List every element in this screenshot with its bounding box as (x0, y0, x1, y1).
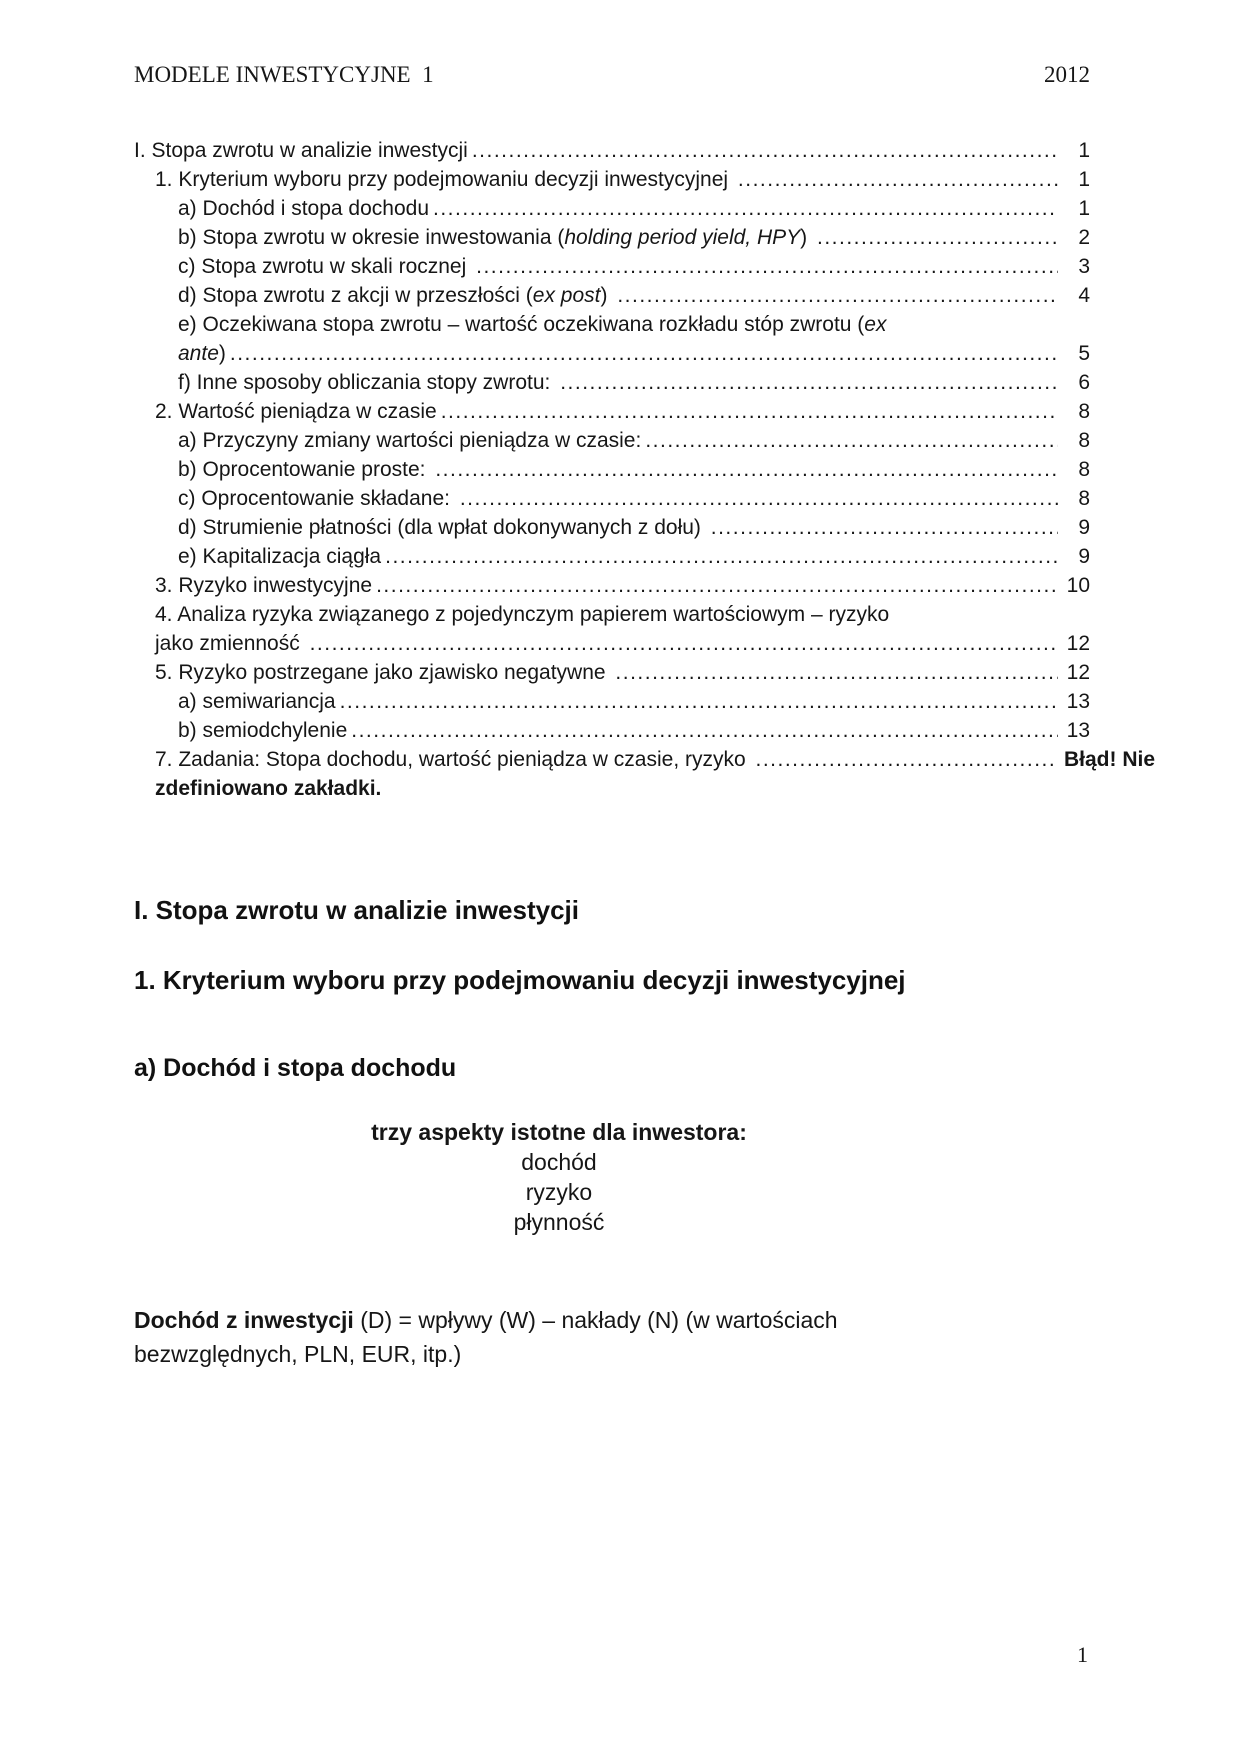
definition-term: Dochód z inwestycji (134, 1307, 354, 1333)
toc-page-number: 4 (1078, 284, 1090, 307)
dot-leader (560, 368, 1058, 397)
aspect-item: dochód (521, 1149, 597, 1175)
dot-leader (435, 455, 1058, 484)
toc-entry-text: b) semiodchylenie (178, 719, 348, 742)
toc-page-number: 3 (1078, 255, 1090, 278)
dot-leader (310, 629, 1058, 658)
toc-page-number: 5 (1078, 342, 1090, 365)
toc-entry-text: I. Stopa zwrotu w analizie inwestycji (134, 139, 468, 162)
header-year: 2012 (1044, 62, 1090, 87)
dot-leader (617, 281, 1058, 310)
dot-leader (817, 223, 1058, 252)
toc-entry-text: ante) (178, 342, 226, 365)
toc-entry-text: e) Kapitalizacja ciągła (178, 545, 382, 568)
dot-leader (756, 745, 1059, 774)
toc-entry-text: 7. Zadania: Stopa dochodu, wartość pieniądza w czasie, ryzyko (155, 748, 752, 771)
toc-entry-text: a) semiwariancja (178, 690, 336, 713)
toc-page-number: 1 (1078, 139, 1090, 162)
toc-entry-line (134, 571, 1090, 600)
dot-leader (472, 136, 1058, 165)
toc-page-number: 1 (1078, 197, 1090, 220)
toc-page-number: 8 (1078, 400, 1090, 423)
toc-entry-line (134, 687, 1090, 716)
page-number: 1 (1077, 1642, 1088, 1667)
toc-entry-line (134, 368, 1090, 397)
toc-page-number: 13 (1066, 690, 1090, 713)
toc-page-number: 8 (1078, 458, 1090, 481)
dot-leader (460, 484, 1058, 513)
income-definition (134, 1303, 984, 1371)
toc-page-number: 2 (1078, 226, 1090, 249)
dot-leader (711, 513, 1058, 542)
toc-entry-text: d) Stopa zwrotu z akcji w przeszłości (ex post) (178, 284, 614, 307)
toc-entry-line (134, 339, 1090, 368)
section-heading: I. Stopa zwrotu w analizie inwestycji (134, 895, 579, 925)
dot-leader (230, 339, 1058, 368)
toc-entry-line (134, 484, 1090, 513)
dot-leader (476, 252, 1058, 281)
toc-entry-line (134, 513, 1090, 542)
toc-entry-text: a) Dochód i stopa dochodu (178, 197, 430, 220)
toc-entry-line (134, 716, 1090, 745)
toc-page-number: Błąd! Nie (1064, 748, 1156, 771)
aspect-item: płynność (513, 1209, 605, 1235)
point-heading: a) Dochód i stopa dochodu (134, 1054, 457, 1082)
toc-entry-text: c) Stopa zwrotu w skali rocznej (178, 255, 473, 278)
dot-leader (738, 165, 1058, 194)
toc-entry-text: 1. Kryterium wyboru przy podejmowaniu decyzji inwestycyjnej (155, 168, 734, 191)
toc-entry-line (134, 281, 1090, 310)
toc-entry-line (134, 455, 1090, 484)
dot-leader (351, 716, 1058, 745)
toc-entry-line (134, 165, 1090, 194)
toc-entry-line (134, 136, 1090, 165)
toc-page-number: 6 (1078, 371, 1090, 394)
toc-entry-line (134, 774, 1090, 803)
toc-entry-line (134, 542, 1090, 571)
definition-rest: (D) = wpływy (W) – nakłady (N) (w wartościach bezwzględnych, PLN, EUR, itp.) (134, 1307, 838, 1367)
toc-page-number: 1 (1078, 168, 1090, 191)
dot-leader (385, 542, 1058, 571)
toc-entry-text: b) Oprocentowanie proste: (178, 458, 432, 481)
dot-leader (433, 194, 1058, 223)
toc-entry-text: f) Inne sposoby obliczania stopy zwrotu: (178, 371, 557, 394)
toc-entry-text: a) Przyczyny zmiany wartości pieniądza w czasie: (178, 429, 642, 452)
toc-entry-text: 5. Ryzyko postrzegane jako zjawisko negatywne (155, 661, 612, 684)
toc-entry-line (134, 658, 1090, 687)
toc-entry-line (134, 745, 1156, 774)
toc-page-number: 8 (1078, 429, 1090, 452)
toc-entry-line (134, 397, 1090, 426)
page-header (134, 62, 1090, 88)
toc-entry-text: 4. Analiza ryzyka związanego z pojedynczym papierem wartościowym – ryzyko (155, 603, 890, 626)
toc-entry-line (134, 426, 1090, 455)
dot-leader (340, 687, 1058, 716)
toc-entry-text: 3. Ryzyko inwestycyjne (155, 574, 373, 597)
toc-entry-line (134, 629, 1090, 658)
dot-leader (615, 658, 1058, 687)
toc-entry-line (134, 194, 1090, 223)
toc-entry-text: b) Stopa zwrotu w okresie inwestowania (holding period yield, HPY) (178, 226, 813, 249)
toc-entry-text: d) Strumienie płatności (dla wpłat dokonywanych z dołu) (178, 516, 707, 539)
toc-entry-line (134, 223, 1090, 252)
aspect-item: ryzyko (525, 1179, 593, 1205)
toc-entry-text: zdefiniowano zakładki. (155, 777, 382, 800)
toc-entry-text: 2. Wartość pieniądza w czasie (155, 400, 437, 423)
document-title: MODELE INWESTYCYJNE 1 (134, 62, 434, 87)
toc-page-number: 12 (1066, 661, 1090, 684)
toc-entry-text: e) Oczekiwana stopa zwrotu – wartość oczekiwana rozkładu stóp zwrotu (ex (178, 313, 887, 336)
dot-leader (645, 426, 1058, 455)
toc-page-number: 9 (1078, 545, 1090, 568)
toc (134, 136, 1156, 803)
aspects-block (134, 1117, 984, 1237)
toc-entry-line (134, 600, 1090, 629)
toc-entry-text: jako zmienność (155, 632, 306, 655)
toc-page-number: 13 (1066, 719, 1090, 742)
dot-leader (441, 397, 1058, 426)
toc-entry-line (134, 310, 1090, 339)
toc-page-number: 12 (1066, 632, 1090, 655)
document-body (134, 895, 1090, 1371)
toc-entry-line (134, 252, 1090, 281)
subsection-heading: 1. Kryterium wyboru przy podejmowaniu decyzji inwestycyjnej (134, 965, 906, 995)
toc-page-number: 10 (1066, 574, 1090, 597)
dot-leader (376, 571, 1058, 600)
toc-page-number: 8 (1078, 487, 1090, 510)
toc-entry-text: c) Oprocentowanie składane: (178, 487, 456, 510)
aspects-title: trzy aspekty istotne dla inwestora: (371, 1119, 747, 1145)
toc-page-number: 9 (1078, 516, 1090, 539)
